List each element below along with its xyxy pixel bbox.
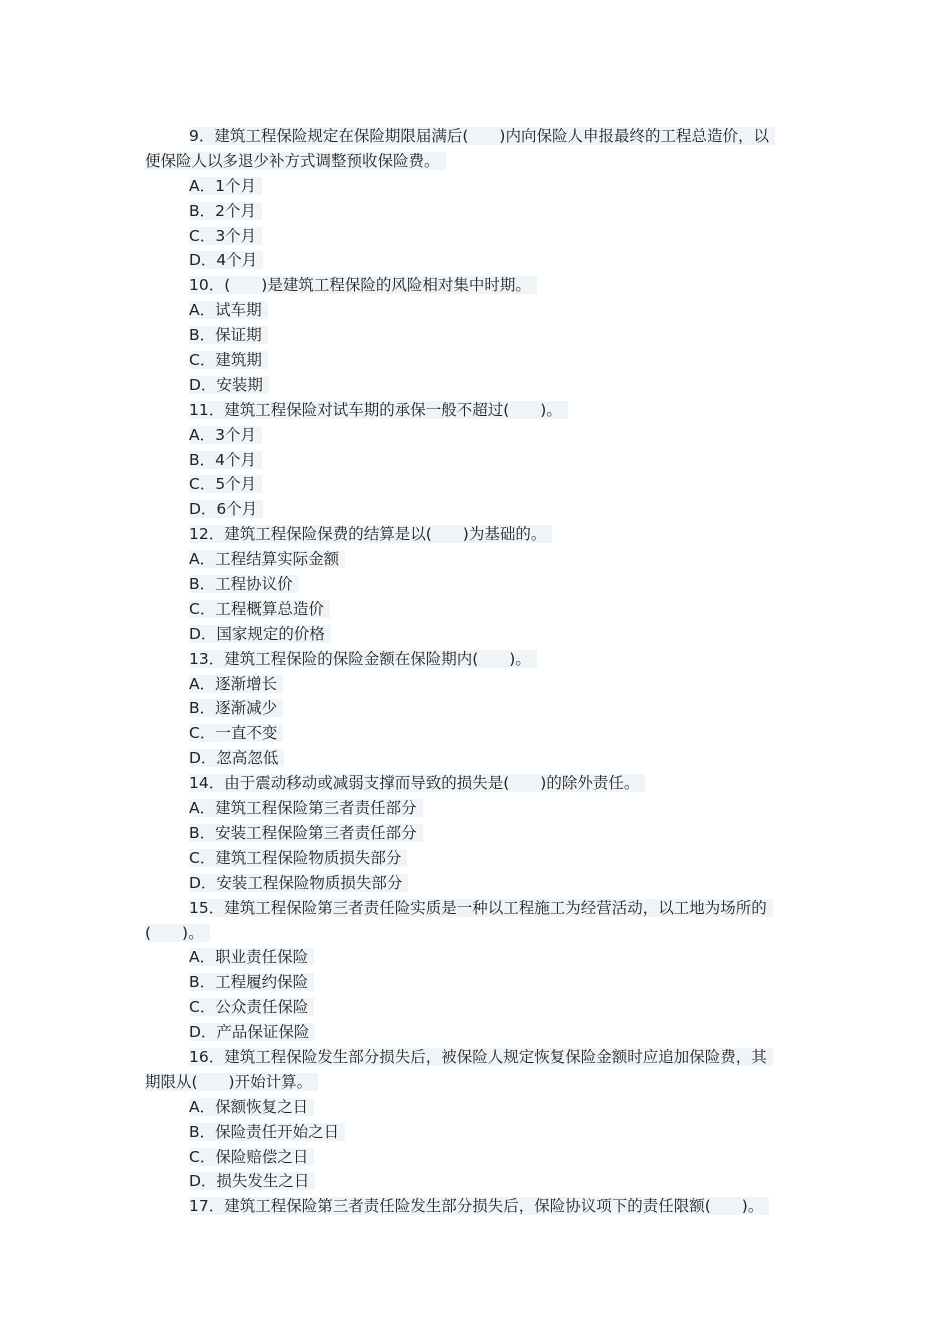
option-text: A．建筑工程保险第三者责任部分 [189, 799, 423, 817]
option-item [145, 373, 810, 398]
option-text: D．损失发生之日 [189, 1172, 315, 1190]
option-item [145, 1020, 810, 1045]
option-item [145, 945, 810, 970]
option-text: B．保证期 [189, 326, 268, 344]
option-item [145, 199, 810, 224]
question-text: 10．( )是建筑工程保险的风险相对集中时期。 [189, 276, 537, 294]
option-text: B．工程协议价 [189, 575, 299, 593]
option-text: A．保额恢复之日 [189, 1098, 314, 1116]
option-text: C．保险赔偿之日 [189, 1148, 314, 1166]
option-item [145, 995, 810, 1020]
question-text: 9．建筑工程保险规定在保险期限届满后( )内向保险人申报最终的工程总造价，以 [189, 127, 775, 145]
option-text: D．安装期 [189, 376, 269, 394]
question-block [145, 273, 810, 397]
question-text: 11．建筑工程保险对试车期的承保一般不超过( )。 [189, 401, 568, 419]
option-item [145, 497, 810, 522]
option-item [145, 423, 810, 448]
option-item [145, 1169, 810, 1194]
option-text: D．国家规定的价格 [189, 625, 331, 643]
option-text: B．逐渐减少 [189, 699, 283, 717]
option-item [145, 821, 810, 846]
question-block [145, 124, 810, 273]
question-stem [145, 124, 810, 149]
option-item [145, 348, 810, 373]
question-stem [145, 522, 810, 547]
question-text: 14．由于震动移动或减弱支撑而导致的损失是( )的除外责任。 [189, 774, 645, 792]
question-stem-continuation [145, 149, 810, 174]
option-item [145, 672, 810, 697]
option-item [145, 970, 810, 995]
question-text: 16．建筑工程保险发生部分损失后，被保险人规定恢复保险金额时应追加保险费，其 [189, 1048, 773, 1066]
option-item [145, 622, 810, 647]
option-text: A．3个月 [189, 426, 262, 444]
question-stem [145, 771, 810, 796]
option-text: B．安装工程保险第三者责任部分 [189, 824, 423, 842]
option-item [145, 721, 810, 746]
option-item [145, 696, 810, 721]
question-block [145, 1045, 810, 1194]
question-block [145, 522, 810, 646]
option-item [145, 1145, 810, 1170]
option-item [145, 248, 810, 273]
option-item [145, 323, 810, 348]
option-text: C．建筑期 [189, 351, 268, 369]
option-text: D．产品保证保险 [189, 1023, 315, 1041]
option-text: B．保险责任开始之日 [189, 1123, 345, 1141]
question-block [145, 1194, 810, 1219]
option-text: C．一直不变 [189, 724, 283, 742]
option-text: B．2个月 [189, 202, 262, 220]
option-item [145, 746, 810, 771]
option-item [145, 448, 810, 473]
question-text: 12．建筑工程保险保费的结算是以( )为基础的。 [189, 525, 552, 543]
question-text: 17．建筑工程保险第三者责任险发生部分损失后，保险协议项下的责任限额( )。 [189, 1197, 769, 1215]
question-stem-continuation [145, 921, 810, 946]
option-item [145, 224, 810, 249]
question-stem [145, 896, 810, 921]
option-text: A．试车期 [189, 301, 268, 319]
option-item [145, 597, 810, 622]
question-block [145, 896, 810, 1045]
question-text: 15．建筑工程保险第三者责任险实质是一种以工程施工为经营活动，以工地为场所的 [189, 899, 773, 917]
option-item [145, 1120, 810, 1145]
option-item [145, 846, 810, 871]
option-item [145, 871, 810, 896]
question-list [145, 124, 810, 1219]
question-stem [145, 273, 810, 298]
option-text: D．6个月 [189, 500, 263, 518]
option-text: D．忽高忽低 [189, 749, 284, 767]
question-text: 13．建筑工程保险的保险金额在保险期内( )。 [189, 650, 537, 668]
option-item [145, 472, 810, 497]
question-block [145, 398, 810, 522]
option-text: A．职业责任保险 [189, 948, 314, 966]
option-item [145, 572, 810, 597]
option-item [145, 547, 810, 572]
question-text: ( )。 [145, 924, 210, 942]
question-stem [145, 647, 810, 672]
option-text: C．公众责任保险 [189, 998, 314, 1016]
option-text: D．安装工程保险物质损失部分 [189, 874, 408, 892]
option-text: A．逐渐增长 [189, 675, 283, 693]
option-text: C．建筑工程保险物质损失部分 [189, 849, 407, 867]
option-text: B．工程履约保险 [189, 973, 314, 991]
option-item [145, 174, 810, 199]
option-text: C．3个月 [189, 227, 262, 245]
question-stem-continuation [145, 1070, 810, 1095]
question-stem [145, 1194, 810, 1219]
question-block [145, 647, 810, 771]
option-text: B．4个月 [189, 451, 262, 469]
question-stem [145, 398, 810, 423]
question-stem [145, 1045, 810, 1070]
option-text: A．1个月 [189, 177, 262, 195]
option-text: A．工程结算实际金额 [189, 550, 345, 568]
option-item [145, 298, 810, 323]
question-text: 便保险人以多退少补方式调整预收保险费。 [145, 152, 446, 170]
option-item [145, 1095, 810, 1120]
option-text: C．工程概算总造价 [189, 600, 330, 618]
question-block [145, 771, 810, 895]
option-text: D．4个月 [189, 251, 263, 269]
question-text: 期限从( )开始计算。 [145, 1073, 318, 1091]
option-text: C．5个月 [189, 475, 262, 493]
option-item [145, 796, 810, 821]
